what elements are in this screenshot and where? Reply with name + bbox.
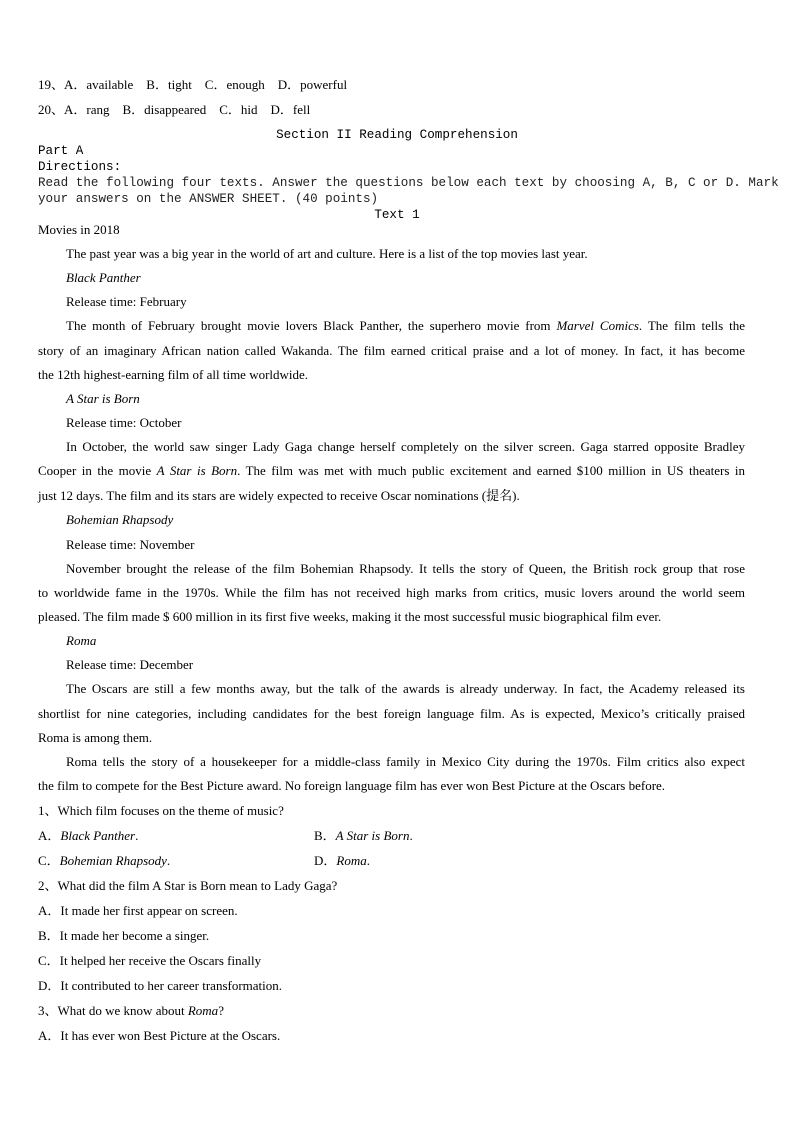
option-d: D．Roma. (314, 853, 370, 868)
text-label: Text 1 (374, 208, 420, 222)
directions-text: Read the following four texts. Answer the questions below each text by choosing A, B, C or D. Mark (38, 176, 779, 190)
paragraph-line: In October, the world saw singer Lady Gaga change herself completely on the silver screen. Gaga starred opposite Bradley (66, 439, 745, 454)
question-options-row (38, 828, 458, 844)
directions-label: Directions: (38, 160, 122, 174)
release-time: Release time: December (66, 657, 194, 672)
option-d: D．It contributed to her career transformation. (38, 978, 283, 993)
paragraph-line: the 12th highest-earning film of all time worldwide. (38, 367, 309, 382)
passage-title: Movies in 2018 (38, 222, 120, 237)
paragraph-line: Cooper in the movie A Star is Born. The film was met with much public excitement and earned $100 million in US theaters in (38, 463, 745, 478)
paragraph-line: just 12 days. The film and its stars are widely expected to receive Oscar nominations (提名). (38, 488, 520, 503)
movie-title: A Star is Born (66, 391, 140, 406)
question-options-row (38, 853, 458, 869)
cloze-question-19: 19、A．available B．tight C．enough D．powerful (38, 77, 348, 92)
option-c: C．It helped her receive the Oscars finally (38, 953, 262, 968)
option-b: B．It made her become a singer. (38, 928, 210, 943)
paragraph-line: pleased. The film made $ 600 million in its first five weeks, making it the most successful music biographical film ever. (38, 609, 662, 624)
release-time: Release time: October (66, 415, 182, 430)
movie-title: Black Panther (66, 270, 141, 285)
option-a: A．Black Panther. (38, 828, 139, 843)
part-label: Part A (38, 144, 84, 158)
passage-intro: The past year was a big year in the world of art and culture. Here is a list of the top movies last year. (66, 246, 588, 261)
question-stem: 3、What do we know about Roma? (38, 1003, 224, 1018)
paragraph-line: shortlist for nine categories, including candidates for the best foreign language film. As is expected, Mexico’s critically praised (38, 706, 745, 721)
release-time: Release time: November (66, 537, 195, 552)
paragraph-line: the film to compete for the Best Picture award. No foreign language film has ever won Best Picture at the Oscars before. (38, 778, 666, 793)
cloze-question-20: 20、A．rang B．disappeared C．hid D．fell (38, 102, 311, 117)
movie-title: Roma (66, 633, 97, 648)
option-c: C．Bohemian Rhapsody. (38, 853, 171, 868)
paragraph-line: Roma is among them. (38, 730, 153, 745)
question-stem: 2、What did the film A Star is Born mean to Lady Gaga? (38, 878, 338, 893)
paragraph-line: Roma tells the story of a housekeeper for a middle-class family in Mexico City during the 1970s. Film critics also expect (66, 754, 745, 769)
option-a: A．It has ever won Best Picture at the Oscars. (38, 1028, 281, 1043)
paragraph-line: The Oscars are still a few months away, but the talk of the awards is already underway. In fact, the Academy released its (66, 681, 745, 696)
directions-text: your answers on the ANSWER SHEET. (40 points) (38, 192, 379, 206)
option-a: A．It made her first appear on screen. (38, 903, 238, 918)
release-time: Release time: February (66, 294, 187, 309)
option-b: B．A Star is Born. (314, 828, 413, 843)
paragraph-line: to worldwide fame in the 1970s. While the film has not received high marks from critics, music lovers around the world seem (38, 585, 745, 600)
question-stem: 1、Which film focuses on the theme of music? (38, 803, 284, 818)
paragraph-line: November brought the release of the film Bohemian Rhapsody. It tells the story of Queen, the British rock group that rose (66, 561, 745, 576)
paragraph-line: story of an imaginary African nation called Wakanda. The film earned critical praise and a lot of money. In fact, it has become (38, 343, 745, 358)
movie-title: Bohemian Rhapsody (66, 512, 174, 527)
section-title: Section II Reading Comprehension (276, 128, 518, 142)
paragraph-line: The month of February brought movie lovers Black Panther, the superhero movie from Marvel Comics. The film tells the (66, 318, 746, 333)
